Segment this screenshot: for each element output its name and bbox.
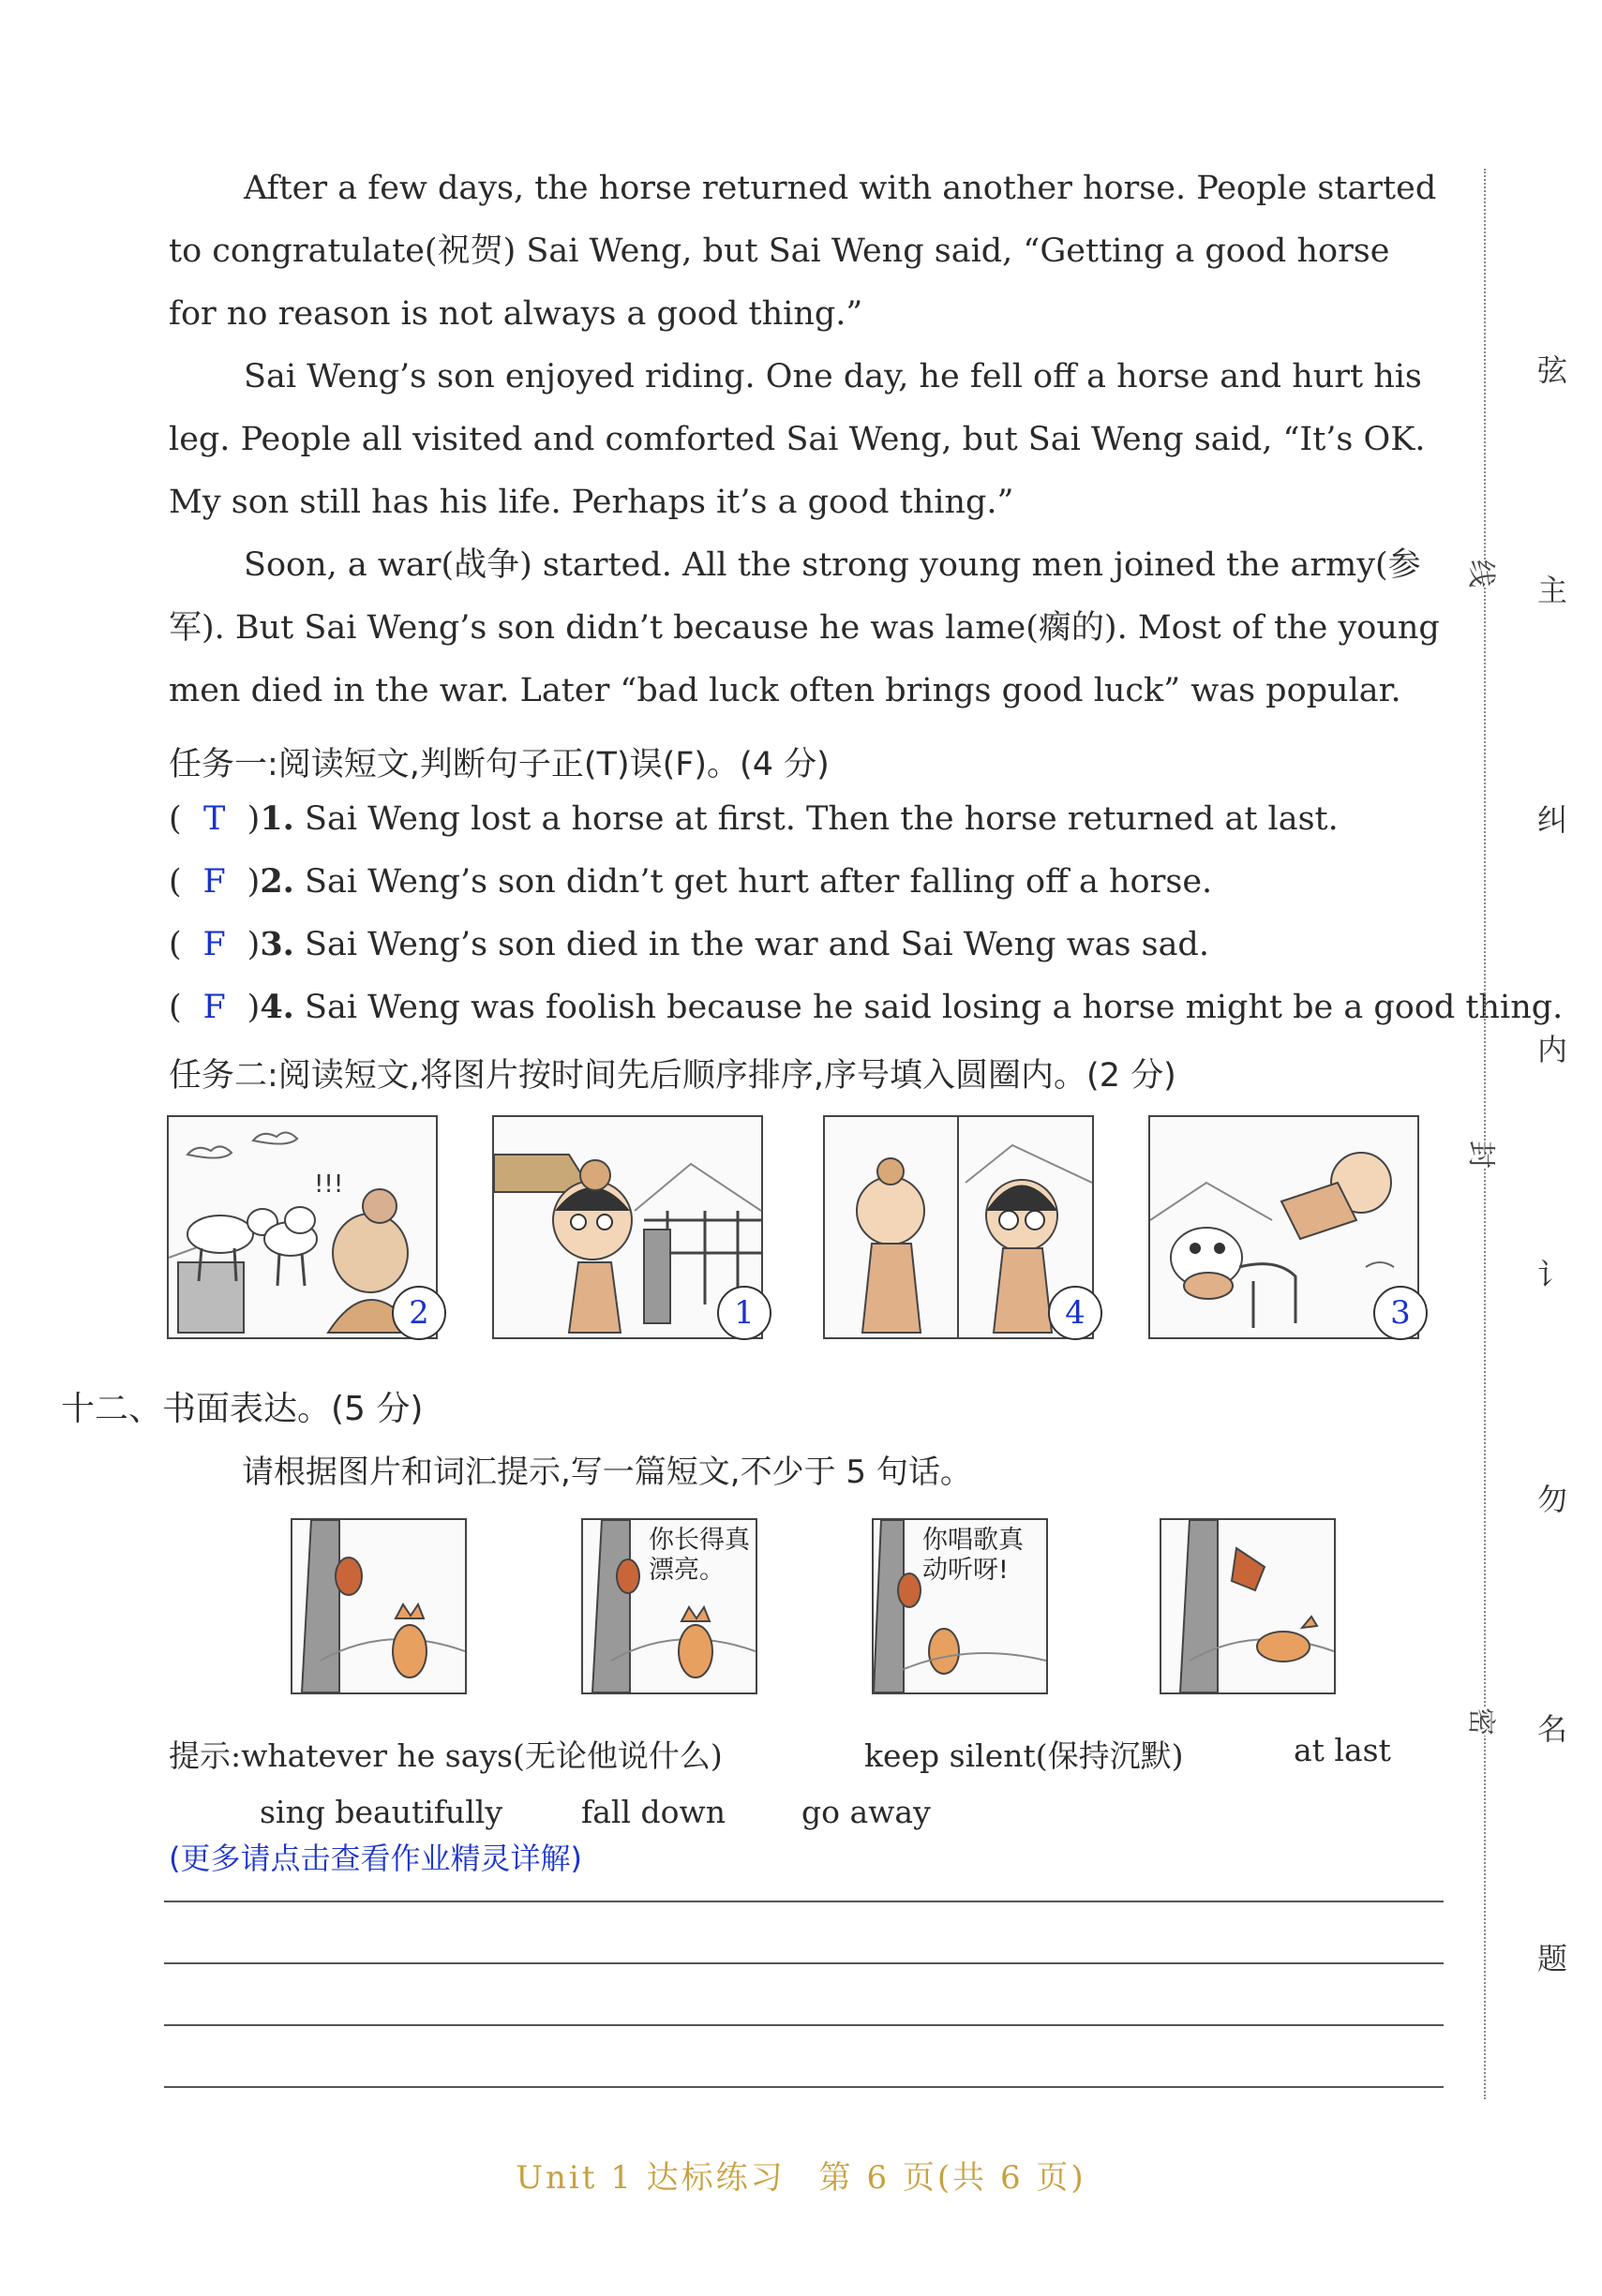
story-pictures: [167, 1115, 1451, 1349]
margin-char: 主: [1537, 573, 1568, 608]
fox-runs-away-icon: [1161, 1520, 1334, 1692]
writing-line[interactable]: [164, 2024, 1444, 2026]
story-picture-son-fell: [1148, 1115, 1419, 1339]
question-3: ( F )3. Sai Weng’s son died in the war and Sai Weng was sad.: [169, 925, 1209, 963]
task1-title: 任务一:阅读短文,判断句子正(T)误(F)。(4 分): [169, 746, 830, 783]
question-number: 1.: [260, 799, 294, 838]
hint-item: sing beautifully: [260, 1794, 502, 1830]
question-number: 4.: [260, 988, 294, 1026]
section-12-title: 十二、书面表达。(5 分): [61, 1390, 424, 1428]
question-text: Sai Weng’s son died in the war and Sai Weng was sad.: [305, 926, 1209, 963]
writing-line[interactable]: [164, 1901, 1444, 1902]
reading-passage: [169, 157, 1444, 723]
question-4: ( F )4. Sai Weng was foolish because he said losing a horse might be a good thing.: [169, 988, 1564, 1026]
speech-bubble-1: 你长得真漂亮。: [649, 1526, 750, 1585]
answer-3: F: [202, 926, 226, 963]
order-circle-1: 2: [392, 1286, 446, 1340]
margin-char: 名: [1537, 1711, 1568, 1747]
binding-label: 线: [1463, 559, 1505, 588]
binding-dashed-line: [1484, 169, 1486, 2099]
hint-item: whatever he says(无论他说什么): [241, 1737, 723, 1774]
hint-item: go away: [801, 1794, 931, 1830]
svg-text:!!!: !!!: [314, 1170, 344, 1199]
more-details-link[interactable]: (更多请点击查看作业精灵详解): [169, 1841, 582, 1876]
task2-title: 任务二:阅读短文,将图片按时间先后顺序排序,序号填入圆圈内。(2 分): [169, 1057, 1176, 1095]
hint-line-1: [169, 1732, 723, 1776]
margin-char: 勿: [1537, 1482, 1568, 1517]
page-footer: [0, 2152, 1602, 2198]
margin-char: 讠: [1537, 1257, 1568, 1292]
writing-line[interactable]: [164, 1962, 1444, 1964]
order-circle-2: 1: [717, 1286, 771, 1340]
question-2: ( F )2. Sai Weng’s son didn’t get hurt after falling off a horse.: [169, 862, 1213, 901]
question-number: 2.: [260, 862, 294, 901]
question-text: Sai Weng lost a horse at first. Then the horse returned at last.: [305, 800, 1339, 838]
speech-bubble-2: 你唱歌真动听呀!: [922, 1526, 1024, 1585]
binding-label: 封: [1463, 1141, 1505, 1169]
footer-unit: Unit 1 达标练习: [516, 2159, 786, 2197]
writing-picture-2: [581, 1518, 757, 1694]
writing-picture-3: [872, 1518, 1048, 1694]
margin-char: 纠: [1537, 802, 1568, 838]
story-picture-horse-lost: [492, 1115, 763, 1339]
question-text: Sai Weng was foolish because he said losing a horse might be a good thing.: [305, 989, 1564, 1026]
crow-on-tree-icon: [292, 1520, 465, 1692]
question-text: Sai Weng’s son didn’t get hurt after falling off a horse.: [305, 863, 1213, 901]
question-number: 3.: [260, 925, 294, 963]
hint-item: fall down: [581, 1794, 726, 1830]
order-circle-3: 4: [1048, 1286, 1102, 1340]
question-1: ( T )1. Sai Weng lost a horse at first. Then the horse returned at last.: [169, 799, 1339, 838]
story-picture-son-lame: [823, 1115, 1094, 1339]
order-circle-4: 3: [1373, 1286, 1428, 1340]
answer-1: T: [202, 800, 226, 838]
story-picture-horses-returned: [167, 1115, 438, 1339]
writing-line[interactable]: [164, 2086, 1444, 2088]
passage-paragraph-1: After a few days, the horse returned with another horse. People started to congratulate(祝贺) Sai Weng, but Sai Weng said, “Getting a good horse for no reason is not always a good thing.”: [169, 170, 1437, 333]
hint-label: 提示:: [169, 1737, 242, 1774]
writing-instruction: 请根据图片和词汇提示,写一篇短文,不少于 5 句话。: [242, 1454, 972, 1491]
passage-paragraph-2: Sai Weng’s son enjoyed riding. One day, he fell off a horse and hurt his leg. People all visited and comforted Sai Weng, but Sai Weng said, “It’s OK. My son still has his life. Perhaps it’s a good thing.”: [169, 358, 1426, 521]
margin-char: 题: [1537, 1941, 1568, 1976]
margin-char: 内: [1537, 1032, 1568, 1067]
passage-paragraph-3: Soon, a war(战争) started. All the strong young men joined the army(参军). But Sai Weng’s son didn’t because he was lame(瘸的). Most of the young men died in the war. Later “bad luck often brings good luck” was popular.: [169, 546, 1440, 709]
binding-label: 密: [1463, 1707, 1505, 1736]
writing-picture-1: [291, 1518, 467, 1694]
footer-page: 第 6 页(共 6 页): [818, 2159, 1086, 2197]
answer-2: F: [202, 863, 226, 901]
margin-char: 弦: [1537, 352, 1568, 388]
answer-4: F: [202, 989, 226, 1026]
writing-picture-4: [1160, 1518, 1336, 1694]
hint-item: keep silent(保持沉默): [864, 1737, 1184, 1774]
hint-item: at last: [1294, 1732, 1391, 1768]
